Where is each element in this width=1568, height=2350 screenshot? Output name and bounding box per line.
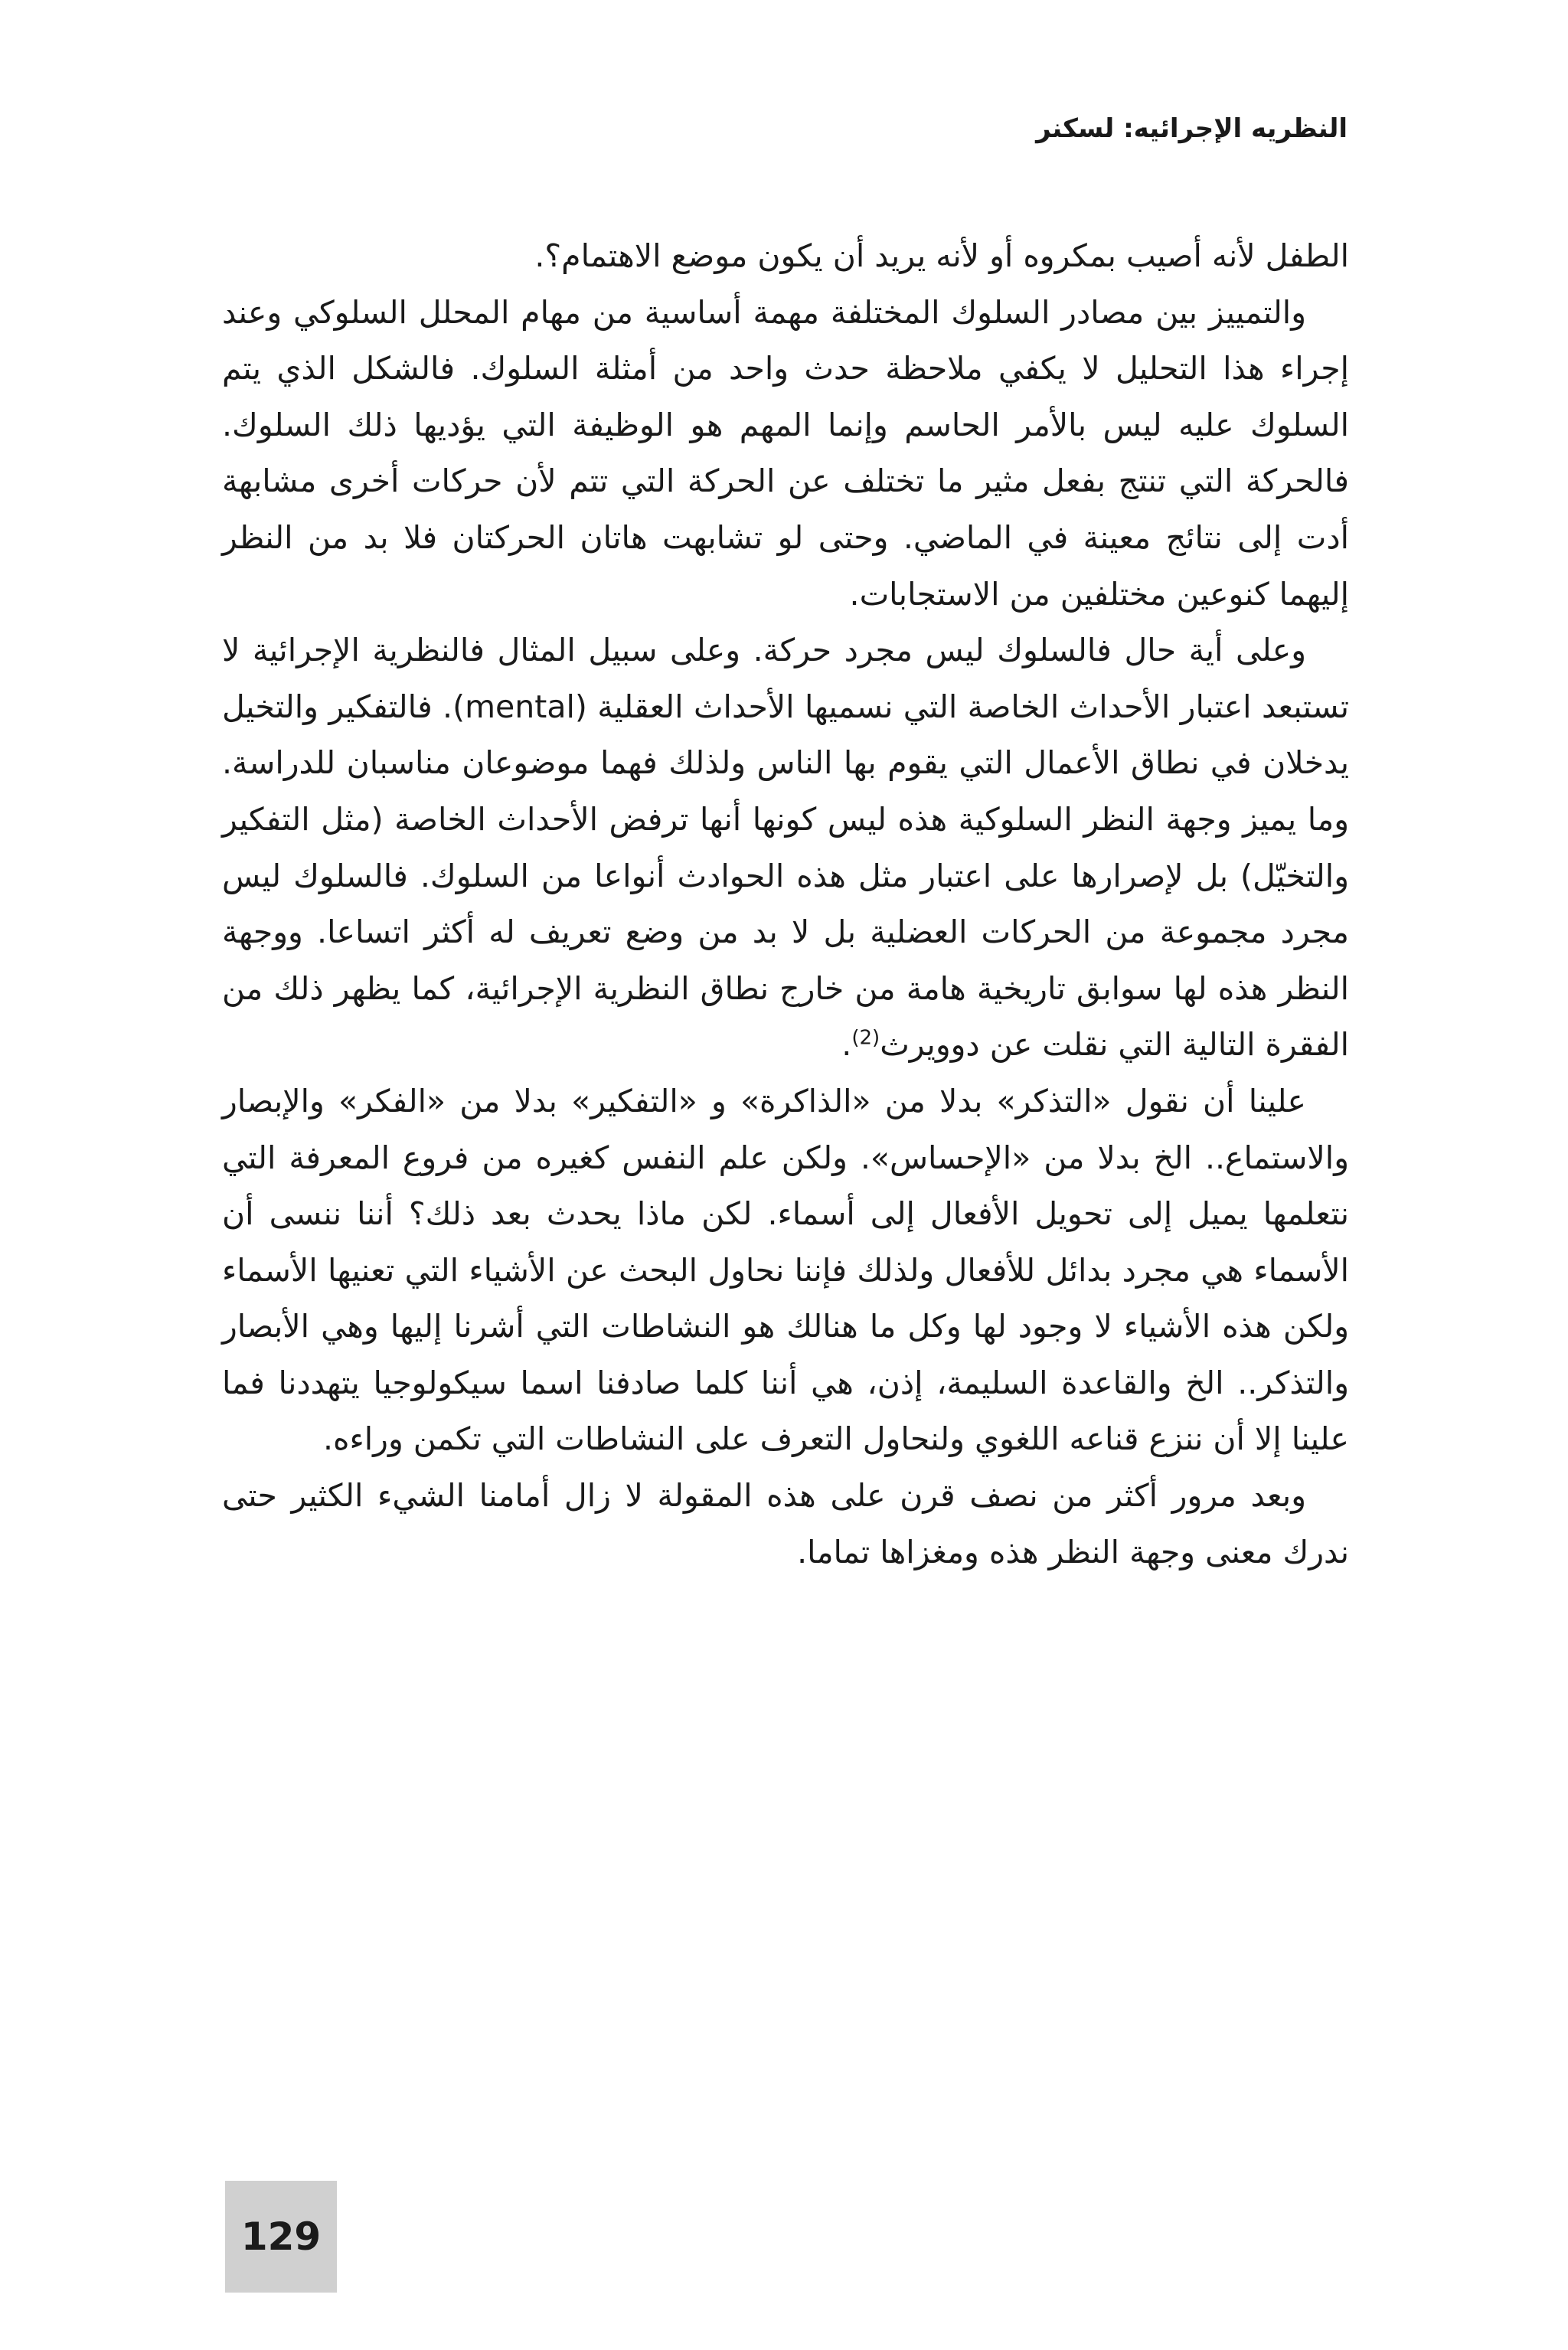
page-number-box (225, 2181, 337, 2293)
paragraph-3-tail: . (841, 1026, 852, 1064)
paragraph-4-quotation: علينا أن نقول «التذكر» بدلا من «الذاكرة» و «التفكير» بدلا من «الفكر» والإبصار والاستماع.. الخ بدلا من «الإحساس». ولكن علم النفس كغيره من فروع المعرفة التي نتعلمها يميل إلى تحويل الأفعال إلى أسماء. لكن ماذا يحدث بعد ذلك؟ أننا ننسى أن الأسماء هي مجرد بدائل للأفعال ولذلك فإننا نحاول البحث عن الأشياء التي تعنيها الأسماء ولكن هذه الأشياء لا وجود لها وكل ما هنالك هو النشاطات التي أشرنا إليها وهي الأبصار والتذكر.. الخ والقاعدة السليمة، إذن، هي أننا كلما صادفنا اسما سيكولوجيا يتهددنا فما علينا إلا أن ننزع قناعه اللغوي ولنحاول التعرف على النشاطات التي تكمن وراءه. (222, 1082, 1349, 1458)
body-text (222, 228, 1349, 1580)
paragraph-5: وبعد مرور أكثر من نصف قرن على هذه المقولة لا زال أمامنا الشيء الكثير حتى ندرك معنى وجهة النظر هذه ومغزاها تماما. (222, 1477, 1349, 1570)
page-number: 129 (240, 2214, 322, 2259)
paragraph-1: الطفل لأنه أصيب بمكروه أو لأنه يريد أن يكون موضع الاهتمام؟. (534, 237, 1349, 274)
paragraph-3-text: وعلى أية حال فالسلوك ليس مجرد حركة. وعلى سبيل المثال فالنظرية الإجرائية لا تستبعد اعتبار الأحداث الخاصة التي نسميها الأحداث العقلية (mental). فالتفكير والتخيل يدخلان في نطاق الأعمال التي يقوم بها الناس ولذلك فهما موضوعان مناسبان للدراسة. وما يميز وجهة النظر السلوكية هذه ليس كونها أنها ترفض الأحداث الخاصة (مثل التفكير والتخيّل) بل لإصرارها على اعتبار مثل هذه الحوادث أنواعا من السلوك. فالسلوك ليس مجرد مجموعة من الحركات العضلية بل لا بد من وضع تعريف له أكثر اتساعا. ووجهة النظر هذه لها سوابق تاريخية هامة من خارج نطاق النظرية الإجرائية، كما يظهر ذلك من الفقرة التالية التي نقلت عن دوويرث (222, 632, 1349, 1064)
footnote-reference: (2) (851, 1026, 880, 1050)
paragraph-3 (222, 623, 1349, 1074)
running-header: النظريه الإجرائيه: لسكنر (1036, 113, 1348, 144)
paragraph-2: والتمييز بين مصادر السلوك المختلفة مهمة أساسية من مهام المحلل السلوكي وعند إجراء هذا التحليل لا يكفي ملاحظة حدث واحد من أمثلة السلوك. فالشكل الذي يتم السلوك عليه ليس بالأمر الحاسم وإنما المهم هو الوظيفة التي يؤديها ذلك السلوك. فالحركة التي تنتج بفعل مثير ما تختلف عن الحركة التي تتم لأن حركات أخرى مشابهة أدت إلى نتائج معينة في الماضي. وحتى لو تشابهت هاتان الحركتان فلا بد من النظر إليهما كنوعين مختلفين من الاستجابات. (222, 293, 1349, 613)
